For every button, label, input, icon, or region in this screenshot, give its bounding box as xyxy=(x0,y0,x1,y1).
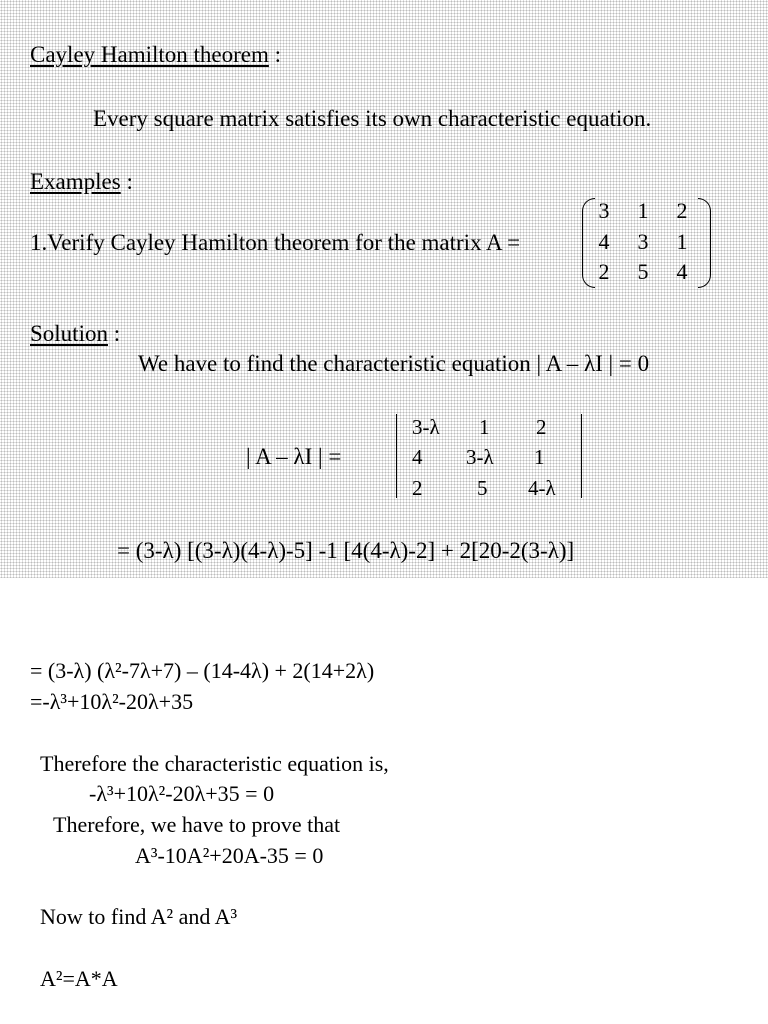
solution-label: Solution xyxy=(30,321,108,346)
matrix-a-cell: 1 xyxy=(637,198,649,223)
determinant-cell: 1 xyxy=(479,415,490,439)
matrix-a-cell: 1 xyxy=(676,229,688,254)
examples-label: Examples xyxy=(30,169,121,194)
theorem-statement: Every square matrix satisfies its own characteristic equation. xyxy=(93,106,652,131)
solution-intro: We have to find the characteristic equation | A – λI | = 0 xyxy=(138,351,650,376)
matrix-a-cell: 3 xyxy=(598,198,610,223)
equation-line: -λ³+10λ²-20λ+35 = 0 xyxy=(89,781,275,806)
matrix-a-cell: 4 xyxy=(676,259,688,284)
text-line: Therefore the characteristic equation is, xyxy=(40,751,389,776)
matrix-a-cell: 3 xyxy=(637,229,649,254)
solution-suffix: : xyxy=(107,321,121,346)
examples-suffix: : xyxy=(120,169,133,194)
example-1-text: 1.Verify Cayley Hamilton theorem for the matrix A = xyxy=(30,230,521,255)
determinant-cell: 4-λ xyxy=(528,476,556,500)
matrix-a-cell: 2 xyxy=(598,259,610,284)
determinant-cell: 1 xyxy=(534,445,545,469)
determinant-left-bar xyxy=(396,414,397,498)
determinant-right-bar xyxy=(581,414,582,498)
equation-line: A³-10A²+20A-35 = 0 xyxy=(135,843,324,868)
equation-line: = (3-λ) (λ²-7λ+7) – (14-4λ) + 2(14+2λ) xyxy=(30,658,375,683)
theorem-title-suffix: : xyxy=(268,42,282,67)
determinant-cell: 4 xyxy=(412,445,423,469)
text-line: Therefore, we have to prove that xyxy=(53,812,341,837)
solution-heading xyxy=(30,320,120,348)
determinant-cell: 5 xyxy=(477,476,488,500)
matrix-a-cell: 4 xyxy=(598,229,610,254)
determinant-cell: 3-λ xyxy=(412,415,440,439)
theorem-title-text: Cayley Hamilton theorem xyxy=(30,42,269,67)
determinant-cell: 2 xyxy=(536,415,547,439)
matrix-a-cell: 2 xyxy=(676,198,688,223)
equation-line: A²=A*A xyxy=(40,966,118,991)
equation-line: =-λ³+10λ²-20λ+35 xyxy=(30,689,194,714)
text-line: Now to find A² and A³ xyxy=(40,904,238,929)
determinant-expansion: = (3-λ) [(3-λ)(4-λ)-5] -1 [4(4-λ)-2] + 2[20-2(3-λ)] xyxy=(117,538,575,563)
determinant-cell: 3-λ xyxy=(466,445,494,469)
matrix-a-cell: 5 xyxy=(637,259,649,284)
examples-heading xyxy=(30,168,133,196)
determinant-cell: 2 xyxy=(412,476,423,500)
theorem-title xyxy=(30,41,281,69)
determinant-lhs: | A – λI | = xyxy=(246,444,342,469)
